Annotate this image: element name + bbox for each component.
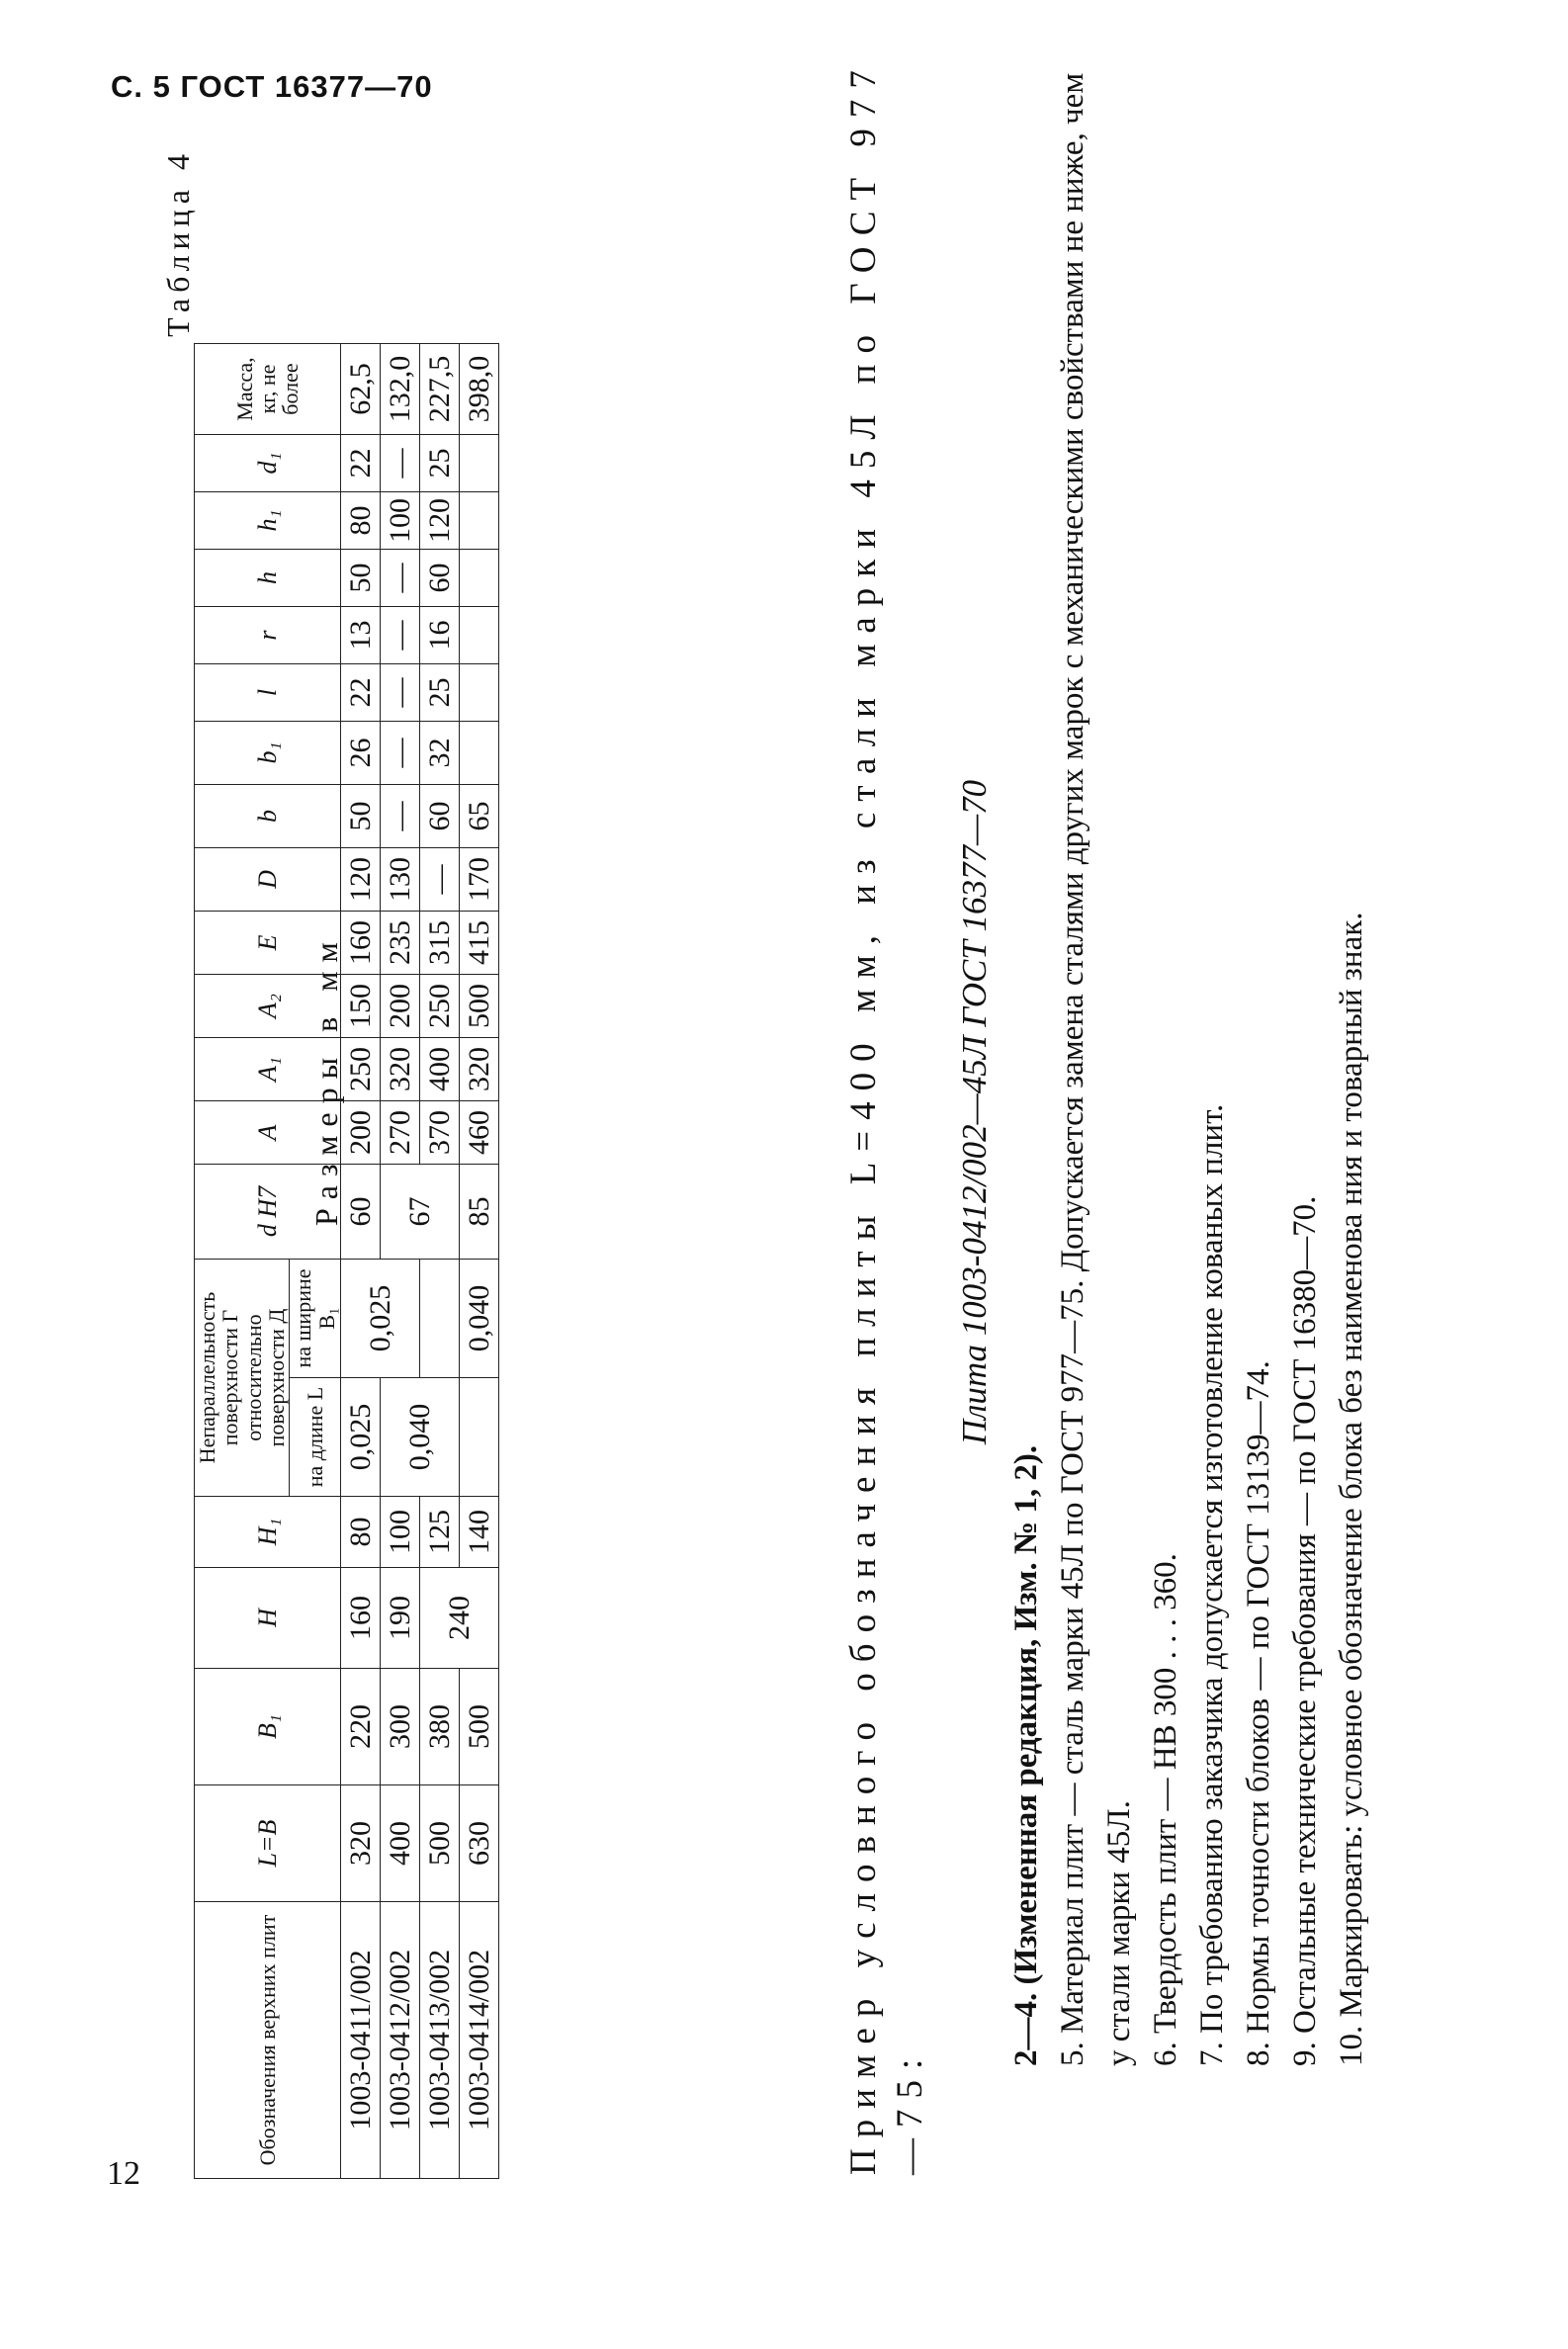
- body-text: [840, 49, 1375, 2175]
- col-H: H: [195, 1568, 341, 1669]
- col-E: E: [195, 912, 341, 975]
- example-line: Пример условного обозначения плиты L=400 мм, из стали марки 45Л по ГОСТ 977—75:: [843, 59, 930, 2175]
- col-on-length: на длине L: [290, 1378, 341, 1497]
- item-8: 8. Нормы точности блоков — по ГОСТ 13139—74.: [1241, 1360, 1276, 2066]
- table-row: 1003-0413/002 500 380 240 125 370 400 250 315 — 60 32 25 16 60 120 25 227,5: [420, 344, 460, 2179]
- rotated-content: [158, 20, 1443, 2215]
- item-5: 5. Материал плит — сталь марки 45Л по ГОСТ 977—75. Допускается замена сталями других марок с механическими свойствами не ниже, чем у стали марки 45Л.: [1055, 72, 1137, 2066]
- page-header: С. 5 ГОСТ 16377—70: [111, 69, 433, 104]
- item-2-4: 2—4. (Измененная редакция, Изм. № 1, 2).: [1008, 1444, 1044, 2066]
- col-LB: L=B: [195, 1785, 341, 1902]
- table-units: Размеры в мм: [308, 933, 344, 1226]
- col-d1: d₁: [195, 435, 341, 492]
- col-b1: b₁: [195, 722, 341, 785]
- table-row: 1003-0412/002 400 300 190 100 0,040 67 270 320 200 235 130 — — — — — 100 — 132,0: [381, 344, 420, 2179]
- col-d: d H7: [195, 1165, 341, 1260]
- dimensions-table: [194, 343, 499, 2179]
- item-6: 6. Твердость плит — НВ 300 . . . 360.: [1148, 1553, 1183, 2066]
- col-r: r: [195, 607, 341, 664]
- col-mass: Масса, кг, не более: [195, 344, 341, 435]
- table-row: 1003-0414/002 630 500 140 0,040 85 460 320 500 415 170 65 398,0: [460, 344, 499, 2179]
- col-D: D: [195, 848, 341, 912]
- page-number: 12: [107, 2155, 140, 2192]
- col-l: l: [195, 664, 341, 722]
- col-A2: A₂: [195, 975, 341, 1038]
- col-h: h: [195, 550, 341, 607]
- col-designation: Обозначения верхних плит: [195, 1902, 341, 2179]
- item-7: 7. По требованию заказчика допускается изготовление кованых плит.: [1194, 1103, 1230, 2066]
- table-caption: Таблица 4: [160, 148, 196, 337]
- col-A: A: [195, 1101, 341, 1165]
- table-row: 1003-0411/002 320 220 160 80 0,025 0,025 60 200 250 150 160 120 50 26 22 13 50 80 22 62,5: [341, 344, 381, 2179]
- item-9: 9. Остальные технические требования — по ГОСТ 16380—70.: [1287, 1195, 1323, 2066]
- col-h1: h₁: [195, 492, 341, 550]
- col-b: b: [195, 785, 341, 848]
- col-A1: A₁: [195, 1038, 341, 1101]
- col-on-width: на ширине B₁: [290, 1260, 341, 1378]
- item-10: 10. Маркировать: условное обозначение блока без наименова ния и товарный знак.: [1334, 912, 1369, 2066]
- col-nonparallel: Непараллельность поверхности Г относительно поверхности Д: [195, 1260, 290, 1497]
- col-H1: H₁: [195, 1497, 341, 1568]
- example-designation: Плита 1003-0412/002—45Л ГОСТ 16377—70: [955, 779, 994, 1445]
- col-B1: B₁: [195, 1669, 341, 1785]
